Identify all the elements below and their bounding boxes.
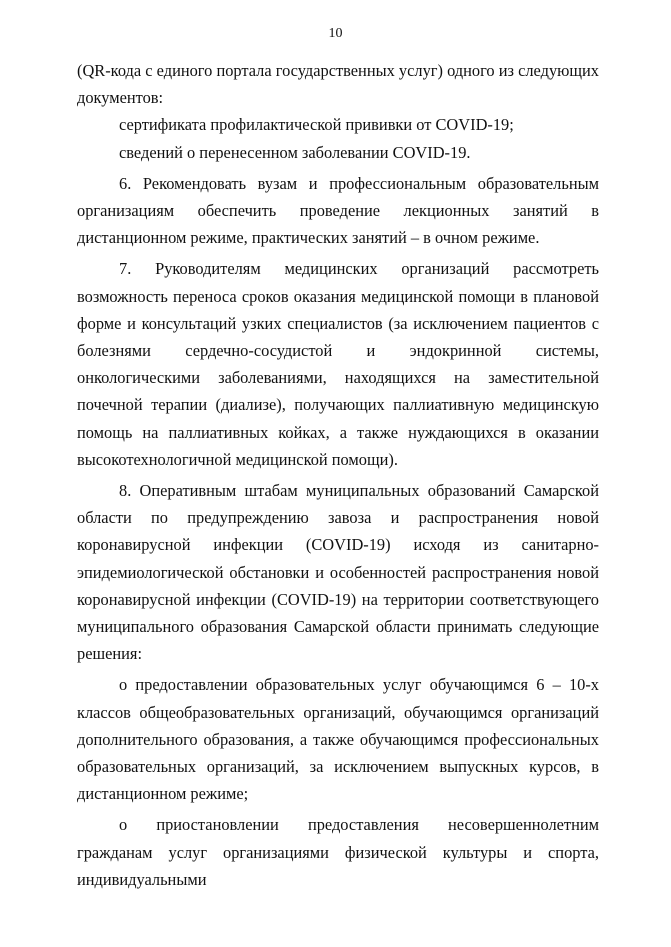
page-number: 10 [328, 26, 343, 41]
paragraph-item-8: 8. Оперативным штабам муниципальных образований Самарской области по предупреждению завоза и распространения новой коронавирусной инфекции (COVID-19) исходя из санитарно-эпидемиологической обстановки и особенностей распространения новой коронавирусной инфекции (COVID-19) на территории соответствующего муниципального образования Самарской области принимать следующие решения: [77, 481, 599, 664]
paragraph-vaccination-certificate: сертификата профилактической прививки от COVID-19; [119, 115, 514, 135]
paragraph-item-6: 6. Рекомендовать вузам и профессиональным образовательным организациям обеспечить проведение лекционных занятий в дистанционном режиме, практических занятий – в очном режиме. [77, 173, 599, 248]
paragraph-qr-code-documents: (QR-кода с единого портала государственных услуг) одного из следующих документов: [77, 61, 599, 108]
paragraph-distance-education: о предоставлении образовательных услуг обучающимся 6 – 10-х классов общеобразовательных организаций, обучающимся организаций дополнительного образования, а также обучающимся профессиональных образовательных организаций, за исключением выпускных курсов, в дистанционном режиме; [77, 675, 599, 804]
paragraph-item-7: 7. Руководителям медицинских организаций рассмотреть возможность переноса сроков оказания медицинской помощи в плановой форме и консультаций узких специалистов (за исключением пациентов с болезнями сердечно-сосудистой и эндокринной системы, онкологическими заболеваниями, находящихся на заместительной почечной терапии (диализе), получающих паллиативную медицинскую помощь на паллиативных койках, а также нуждающихся в оказании высокотехнологичной медицинской помощи). [77, 259, 599, 469]
document-body [77, 57, 599, 893]
paragraph-recovered-covid: сведений о перенесенном заболевании COVID-19. [119, 142, 471, 162]
paragraph-sports-services: о приостановлении предоставления несовершеннолетним гражданам услуг организациями физической культуры и спорта, индивидуальными [77, 815, 599, 889]
